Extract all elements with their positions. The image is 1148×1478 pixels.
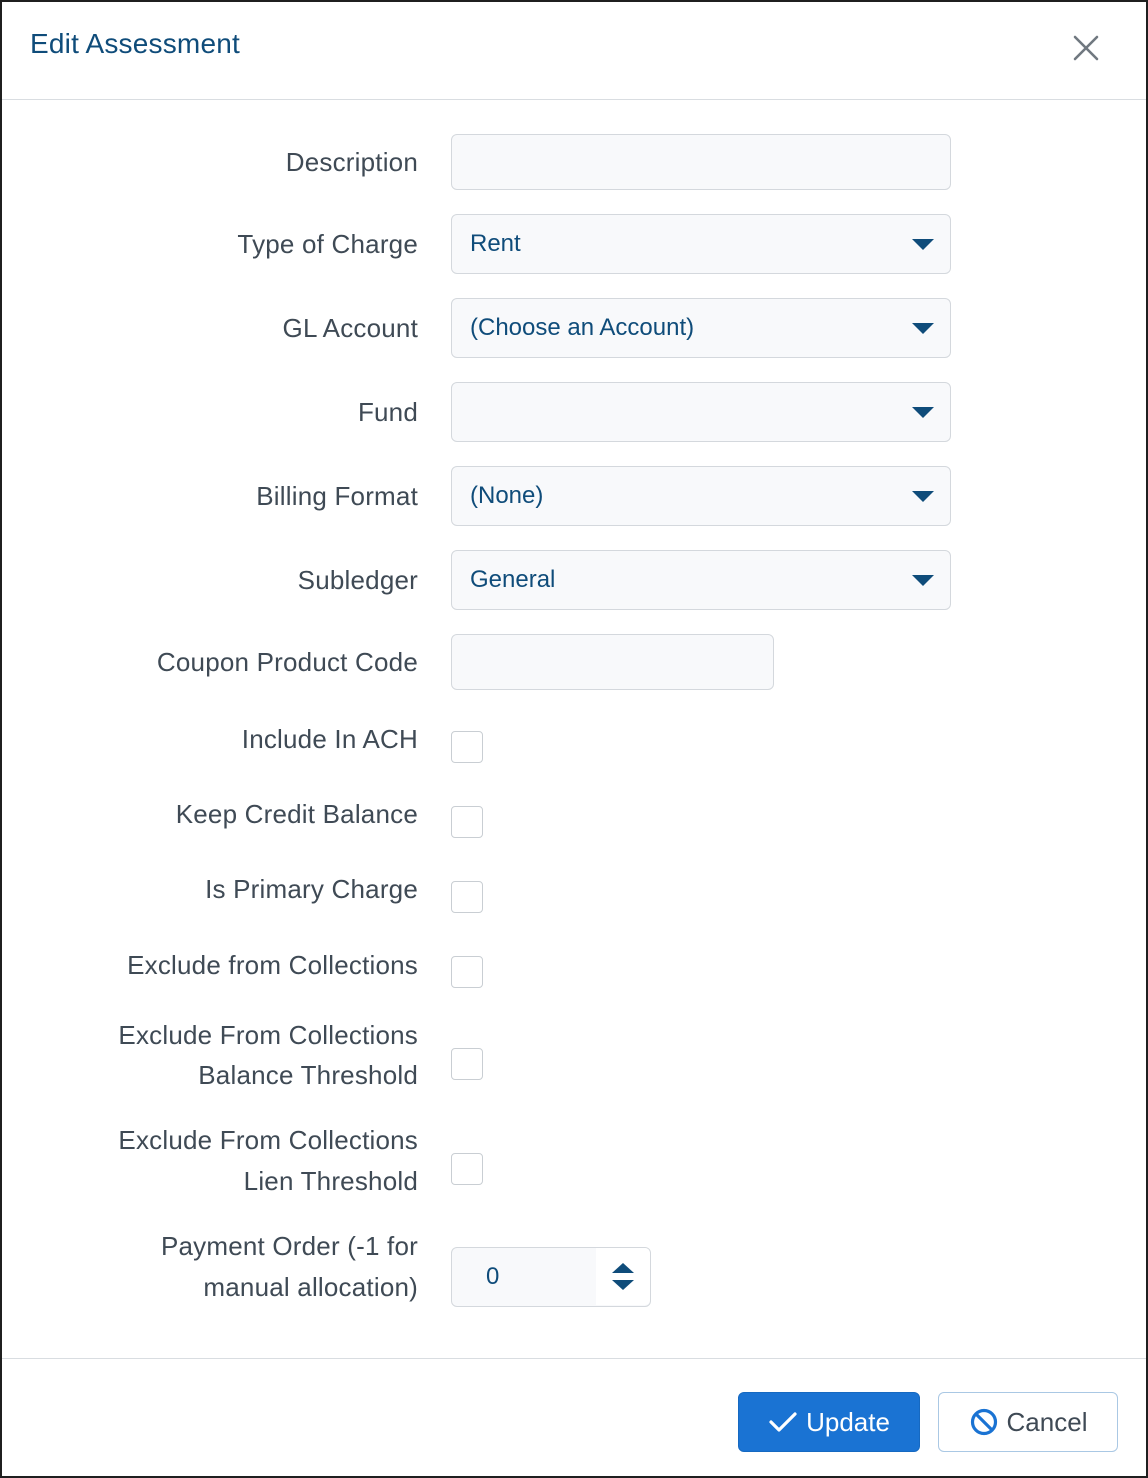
subledger-label: Subledger <box>297 565 418 595</box>
subledger-value: General <box>470 566 556 593</box>
type-of-charge-select[interactable] <box>451 214 951 274</box>
exclude-balance-threshold-checkbox[interactable] <box>451 1048 483 1080</box>
payment-order-value: 0 <box>486 1263 500 1290</box>
spinner-control[interactable] <box>596 1248 650 1305</box>
include-in-ach-label: Include In ACH <box>241 724 418 754</box>
keep-credit-balance-label: Keep Credit Balance <box>175 799 418 829</box>
spinner-arrows-icon <box>596 1248 650 1305</box>
ban-icon <box>969 1407 999 1437</box>
caret-down-icon <box>912 490 934 502</box>
coupon-product-code-input[interactable] <box>451 634 774 690</box>
dialog-title: Edit Assessment <box>30 28 240 59</box>
cancel-button[interactable] <box>938 1392 1118 1452</box>
dialog-header <box>2 2 1146 100</box>
fund-label: Fund <box>357 397 418 427</box>
exclude-from-collections-label: Exclude from Collections <box>127 950 418 980</box>
exclude-lien-threshold-label-line2: Lien Threshold <box>243 1166 418 1196</box>
footer-divider <box>2 1358 1146 1359</box>
type-of-charge-label: Type of Charge <box>237 229 418 259</box>
caret-down-icon <box>912 322 934 334</box>
exclude-lien-threshold-label-line1: Exclude From Collections <box>118 1125 418 1155</box>
billing-format-value: (None) <box>470 482 544 509</box>
payment-order-label-line1: Payment Order (-1 for <box>160 1231 418 1261</box>
exclude-lien-threshold-checkbox[interactable] <box>451 1153 483 1185</box>
fund-select[interactable] <box>451 382 951 442</box>
is-primary-charge-label: Is Primary Charge <box>205 874 418 904</box>
gl-account-value: (Choose an Account) <box>470 314 695 341</box>
checkmark-icon <box>768 1410 798 1434</box>
payment-order-input[interactable] <box>451 1247 651 1307</box>
description-label: Description <box>285 147 418 177</box>
update-button-label: Update <box>806 1406 890 1437</box>
gl-account-label: GL Account <box>282 313 418 343</box>
caret-down-icon <box>912 574 934 586</box>
exclude-balance-threshold-label-line1: Exclude From Collections <box>118 1020 418 1050</box>
coupon-product-code-label: Coupon Product Code <box>156 647 418 677</box>
caret-down-icon <box>912 238 934 250</box>
exclude-balance-threshold-label-line2: Balance Threshold <box>198 1060 418 1090</box>
keep-credit-balance-checkbox[interactable] <box>451 806 483 838</box>
cancel-button-label: Cancel <box>1006 1406 1088 1437</box>
update-button[interactable] <box>738 1392 920 1452</box>
billing-format-select[interactable] <box>451 466 951 526</box>
payment-order-label-line2: manual allocation) <box>203 1272 418 1302</box>
exclude-from-collections-checkbox[interactable] <box>451 956 483 988</box>
subledger-select[interactable] <box>451 550 951 610</box>
close-icon[interactable] <box>1068 30 1104 66</box>
is-primary-charge-checkbox[interactable] <box>451 881 483 913</box>
billing-format-label: Billing Format <box>256 481 418 511</box>
gl-account-select[interactable] <box>451 298 951 358</box>
description-input[interactable] <box>451 134 951 190</box>
include-in-ach-checkbox[interactable] <box>451 731 483 763</box>
caret-down-icon <box>912 406 934 418</box>
type-of-charge-value: Rent <box>470 230 521 257</box>
